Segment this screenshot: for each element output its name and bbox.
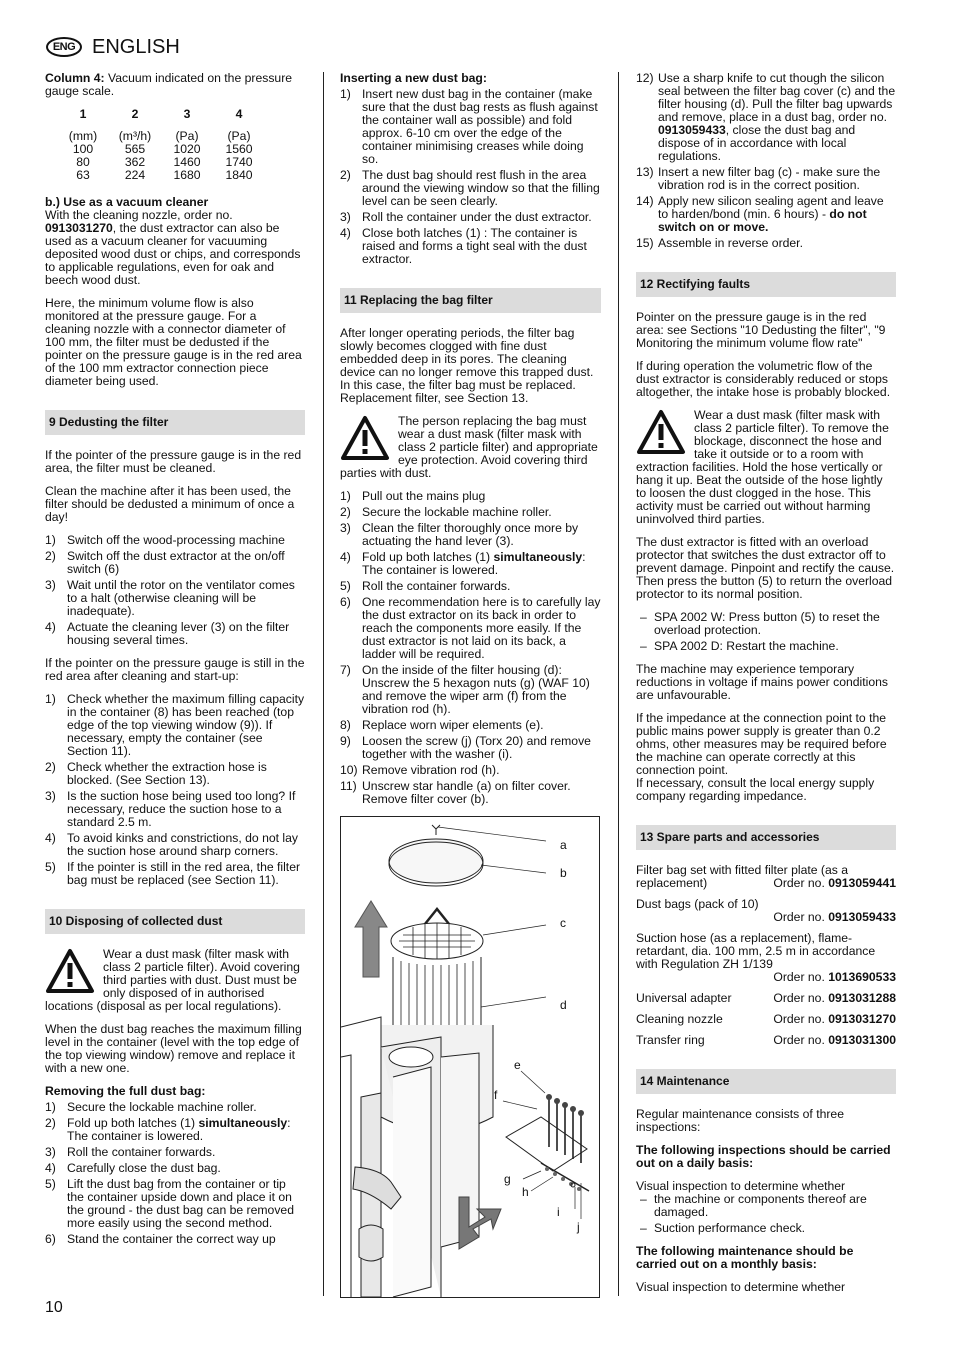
list-item: 8) Replace worn wiper elements (e).: [340, 718, 544, 732]
s14-monthly-paragraph: Visual inspection to determine whether: [636, 1280, 846, 1294]
s11-paragraph-1: After longer operating periods, the filter bag slowly becomes clogged with fine dust embedded deep in its pores. The cleaning device can no longer remove this trapped dust. In this case, the filter bag must be replaced. Replacement filter, see Section 13.: [340, 326, 594, 405]
list-item: 2) The dust bag should rest flush in the area around the viewing window so that the filling level can be seen clearly.: [340, 168, 600, 208]
list-item: – the machine or components thereof are damaged.: [640, 1192, 867, 1219]
filter-exploded-diagram: [340, 816, 600, 1298]
list-item: 1) Pull out the mains plug: [340, 489, 486, 503]
list-item: 9) Loosen the screw (j) (Torx 20) and remove together with the washer (i).: [340, 734, 591, 761]
spare-part-suction-hose: Suction hose (as a replacement), flame-retardant, dia. 100 mm, 2.5 m in accordance with Regulation ZH 1/139 Order no. 1013690533: [636, 931, 896, 984]
column-1: [45, 72, 305, 1256]
list-item: 12) Use a sharp knife to cut though the silicon seal between the filter bag cover (c) and the filter housing (d). Pull the filter bag upwards and remove, place in a dust bag, order no. 0913059433, close the dust bag and dispose of in accordance with local regulations.: [636, 71, 896, 163]
list-item: 2) Secure the lockable machine roller.: [340, 505, 552, 519]
list-item: 4) Close both latches (1) : The container is raised and forms a tight seal with the dust extractor.: [340, 226, 587, 266]
page-title: ENGLISH: [92, 36, 180, 58]
list-item: 2) Check whether the extraction hose is blocked. (See Section 13).: [45, 760, 267, 787]
s12-warning: Wear a dust mask (filter mask with class 2 particle filter). To remove the blockage, disconnect the hose and take it outside or to a room with extraction facilities. Hold the hose vertically or hang it up. Beat the outside of the hose lightly to loosen the dust clogged in the hose. This activity must be carried out without harming uninvolved third parties.: [636, 408, 889, 526]
list-item: – SPA 2002 W: Press button (5) to reset the overload protection.: [640, 610, 880, 637]
list-item: 4) Actuate the cleaning lever (3) on the filter housing several times.: [45, 620, 290, 647]
section-9-title: 9 Dedusting the filter: [45, 410, 305, 435]
list-item: 4) Carefully close the dust bag.: [45, 1161, 221, 1175]
list-item: 15) Assemble in reverse order.: [636, 236, 803, 250]
list-item: 6) One recommendation here is to carefully lay the dust extractor on its back in order to reach the components more easily. If the dust extractor is not laid on its back, a ladder will be required.: [340, 595, 601, 661]
s11-list: [340, 490, 601, 806]
list-item: 4) To avoid kinks and constrictions, do not lay the suction hose around sharp corners.: [45, 831, 299, 858]
list-item: 2) Switch off the dust extractor at the on/off switch (6): [45, 549, 285, 576]
list-item: 3) Is the suction hose being used too long? If necessary, reduce the suction hose to a standard 2.5 m.: [45, 789, 296, 829]
s14-daily-list: [636, 1193, 896, 1235]
figure-label-c: c: [560, 916, 566, 930]
section-12-title: 12 Rectifying faults: [636, 272, 896, 297]
warning-icon: [340, 415, 390, 461]
insert-heading: Inserting a new dust bag:: [340, 71, 487, 85]
page-header: [46, 36, 180, 58]
figure-label-e: e: [514, 1058, 521, 1072]
list-item: 13) Insert a new filter bag (c) - make sure the vibration rod is in the correct position.: [636, 165, 881, 192]
insert-list: [340, 88, 601, 266]
filter-illustration: [341, 817, 599, 1297]
s14-daily-heading: The following inspections should be carried out on a daily basis:: [636, 1143, 891, 1170]
column-divider-left: [323, 72, 324, 1296]
column4-paragraph: Column 4: Vacuum indicated on the pressure gauge scale.: [45, 71, 293, 98]
spare-part-row: Universal adapter Order no. 0913031288: [636, 991, 896, 1005]
warning-icon: [636, 409, 686, 455]
spare-part-dust-bags: Dust bags (pack of 10) Order no. 0913059433: [636, 897, 896, 924]
section-14-title: 14 Maintenance: [636, 1069, 896, 1094]
s12-dash-list: [636, 611, 896, 653]
s12-paragraph-6: If necessary, consult the local energy supply company regarding impedance.: [636, 776, 875, 803]
list-item: 10) Remove vibration rod (h).: [340, 763, 500, 777]
list-item: – SPA 2002 D: Restart the machine.: [640, 639, 839, 653]
list-item: 2) Fold up both latches (1) simultaneously: The container is lowered.: [45, 1116, 291, 1143]
vacuum-paragraph-1: With the cleaning nozzle, order no. 0913031270, the dust extractor can also be used as a vacuum cleaner for vacuuming deposited wood dust or chips, and corresponds to applicable regulations, even for oak and beech wood dust.: [45, 208, 301, 287]
s14-daily-paragraph: Visual inspection to determine whether: [636, 1179, 846, 1193]
list-item: 5) Lift the dust bag from the container or tip the container upside down and place it on the ground - the dust bag can be removed more easily using the second method.: [45, 1177, 294, 1230]
s12-paragraph-2: If during operation the volumetric flow of the dust extractor is considerably reduced or stops altogether, the intake hose is probably blocked.: [636, 359, 891, 399]
section-11-title: 11 Replacing the bag filter: [340, 288, 601, 313]
s12-paragraph-4: The machine may experience temporary reductions in voltage if mains power conditions are unfavourable.: [636, 662, 889, 702]
section-13-title: 13 Spare parts and accessories: [636, 825, 896, 850]
language-badge: ENG: [46, 37, 82, 57]
figure-label-j: j: [577, 1220, 580, 1234]
list-item: 1) Check whether the maximum filling capacity in the container (8) has been reached (top edge of the top viewing window (9)). If necessary, empty the container (see Section 11).: [45, 692, 305, 758]
figure-label-i: i: [557, 1205, 560, 1219]
vacuum-heading: b.) Use as a vacuum cleaner: [45, 195, 209, 209]
list-item: 5) Roll the container forwards.: [340, 579, 511, 593]
section-10-title: 10 Disposing of collected dust: [45, 909, 305, 934]
s10-paragraph-1: When the dust bag reaches the maximum filling level in the container (level with the top edge of the top viewing window) remove and replace it with a new one.: [45, 1022, 302, 1075]
s9-paragraph-1: If the pointer of the pressure gauge is in the red area, the filter must be cleaned.: [45, 448, 302, 475]
page-number: 10: [45, 1299, 63, 1316]
spare-part-row: Cleaning nozzle Order no. 0913031270: [636, 1012, 896, 1026]
list-item: 3) Roll the container under the dust extractor.: [340, 210, 592, 224]
s9-list-2: [45, 693, 305, 887]
figure-label-a: a: [560, 838, 567, 852]
remove-list: [45, 1101, 305, 1246]
spare-part-filter-bag: Filter bag set with fitted filter plate (as a replacement) Order no. 0913059441: [636, 863, 896, 890]
list-item: 3) Wait until the rotor on the ventilator comes to a halt (otherwise cleaning will be inadequate).: [45, 578, 295, 618]
list-item: 14) Apply new silicon sealing agent and leave to harden/bond (min. 6 hours) - do not switch on or move.: [636, 194, 884, 234]
list-item: 1) Insert new dust bag in the container (make sure that the dust bag rests as flush against the container wall as possible) and fold approx. 6-10 cm over the edge of the container minimising creases while doing so.: [340, 87, 598, 166]
s12-paragraph-5: If the impedance at the connection point to the public mains power supply is greater than 0.2 ohms, other measures may be required before the machine can operate correctly at this connection point.: [636, 711, 887, 777]
s9-list-1: [45, 534, 305, 647]
list-item: 1) Secure the lockable machine roller.: [45, 1100, 257, 1114]
s14-monthly-heading: The following maintenance should be carried out on a monthly basis:: [636, 1244, 854, 1271]
s9-paragraph-3: If the pointer on the pressure gauge is still in the red area after cleaning and start-up:: [45, 656, 305, 683]
figure-label-b: b: [560, 866, 567, 880]
s10-warning: Wear a dust mask (filter mask with class 2 particle filter). Avoid covering third parties with dust. Dust must be only disposed of in authorised locations (disposal as per local regulations).: [45, 947, 300, 1013]
column-divider-right: [618, 72, 619, 1296]
s12-paragraph-3: The dust extractor is fitted with an overload protector that switches the dust extractor off to prevent damage. Pinpoint and rectify the cause. Then press the button (5) to return the overload protector to its normal position.: [636, 535, 895, 601]
gauge-table: 1 2 3 4 (mm) (m³/h) (Pa) (Pa) 100 565 1020 1560 80 362 1460 1740 63 224 1680 1840: [68, 107, 253, 182]
spare-part-row: Transfer ring Order no. 0913031300: [636, 1033, 896, 1047]
s11-warning: The person replacing the bag must wear a dust mask (filter mask with class 2 particle filter) and appropriate eye protection. Avoid covering third parties with dust.: [340, 414, 598, 480]
s9-paragraph-2: Clean the machine after it has been used, the filter should be dedusted a minimum of once a day!: [45, 484, 295, 524]
list-item: 1) Switch off the wood-processing machine: [45, 533, 285, 547]
replace-list-continued: [636, 72, 896, 250]
list-item: 11) Unscrew star handle (a) on filter cover. Remove filter cover (b).: [340, 779, 571, 806]
list-item: 3) Clean the filter thoroughly once more by actuating the hand lever (3).: [340, 521, 579, 548]
list-item: 5) If the pointer is still in the red area, the filter bag must be replaced (see Section 11).: [45, 860, 301, 887]
figure-label-g: g: [504, 1172, 511, 1186]
s12-paragraph-1: Pointer on the pressure gauge is in the red area: see Sections "10 Dedusting the filter", "9 Monitoring the minimum volume flow rate": [636, 310, 886, 350]
list-item: 4) Fold up both latches (1) simultaneously: The container is lowered.: [340, 550, 586, 577]
s14-paragraph-1: Regular maintenance consists of three inspections:: [636, 1107, 844, 1134]
list-item: 7) On the inside of the filter housing (d): Unscrew the 5 hexagon nuts (g) (WAF 10) and remove the wiper arm (f) from the vibration rod (h).: [340, 663, 590, 716]
figure-label-d: d: [560, 998, 567, 1012]
column-2: [340, 72, 601, 1298]
vacuum-paragraph-2: Here, the minimum volume flow is also monitored at the pressure gauge. For a cleaning nozzle with a connector diameter of 100 mm, the filter must be dedusted if the pointer on the pressure gauge is in the red area of the 100 mm extractor connection piece diameter being used.: [45, 296, 302, 388]
warning-icon: [45, 948, 95, 994]
column-3: [636, 72, 896, 1304]
list-item: – Suction performance check.: [640, 1221, 806, 1235]
list-item: 6) Stand the container the correct way up: [45, 1232, 276, 1246]
remove-heading: Removing the full dust bag:: [45, 1084, 206, 1098]
figure-label-h: h: [522, 1185, 529, 1199]
figure-label-f: f: [494, 1088, 498, 1102]
list-item: 3) Roll the container forwards.: [45, 1145, 216, 1159]
